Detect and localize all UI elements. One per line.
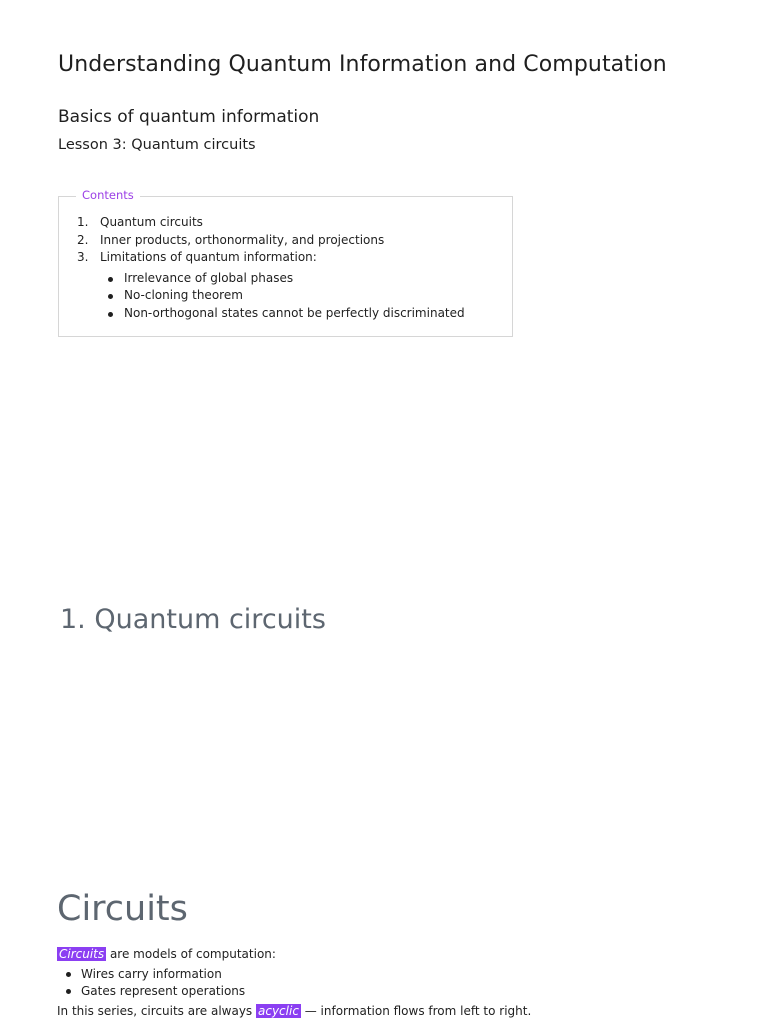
- highlighted-term: acyclic: [258, 1004, 299, 1018]
- contents-subitem-discrimination[interactable]: Non-orthogonal states cannot be perfectly discriminated: [100, 305, 465, 323]
- contents-item-label: Inner products, orthonormality, and projections: [100, 232, 385, 247]
- section-title: Quantum circuits: [94, 604, 326, 635]
- highlighted-term: Circuits: [59, 947, 105, 961]
- contents-sublist: [100, 270, 465, 323]
- list-item: Wires carry information: [57, 966, 737, 983]
- acyclic-line-start: In this series, circuits are always: [57, 1004, 256, 1018]
- lesson-title: Lesson 3: Quantum circuits: [58, 137, 256, 153]
- list-item: Gates represent operations: [57, 983, 737, 1000]
- contents-item-label: Limitations of quantum information:: [100, 250, 317, 264]
- contents-item-quantum-circuits[interactable]: [77, 214, 465, 232]
- slide-intro-text: are models of computation:: [106, 947, 276, 961]
- contents-item-inner-products[interactable]: [77, 232, 465, 250]
- contents-item-limitations[interactable]: [77, 249, 465, 322]
- table-of-contents: [58, 188, 513, 337]
- slide-acyclic-line: [57, 1002, 737, 1020]
- slide-body: [57, 945, 737, 1020]
- contents-subitem-global-phases[interactable]: Irrelevance of global phases: [100, 270, 465, 288]
- contents-item-label: Quantum circuits: [100, 215, 203, 229]
- slide-heading: Circuits: [57, 889, 188, 929]
- section-heading: [60, 604, 326, 635]
- acyclic-line-end: — information flows from left to right.: [300, 1004, 532, 1018]
- slide-intro: [57, 945, 737, 963]
- contents-item-number: 1.: [77, 215, 89, 229]
- course-title: Understanding Quantum Information and Computation: [58, 52, 667, 77]
- slide-bullet-list: [57, 966, 737, 1000]
- contents-legend: Contents: [76, 188, 140, 202]
- contents-item-number: 3.: [77, 250, 89, 264]
- section-number: 1.: [60, 604, 86, 635]
- contents-subitem-no-cloning[interactable]: No-cloning theorem: [100, 287, 465, 305]
- contents-list: [77, 214, 465, 322]
- contents-item-number: 2.: [77, 232, 89, 247]
- unit-title: Basics of quantum information: [58, 107, 320, 127]
